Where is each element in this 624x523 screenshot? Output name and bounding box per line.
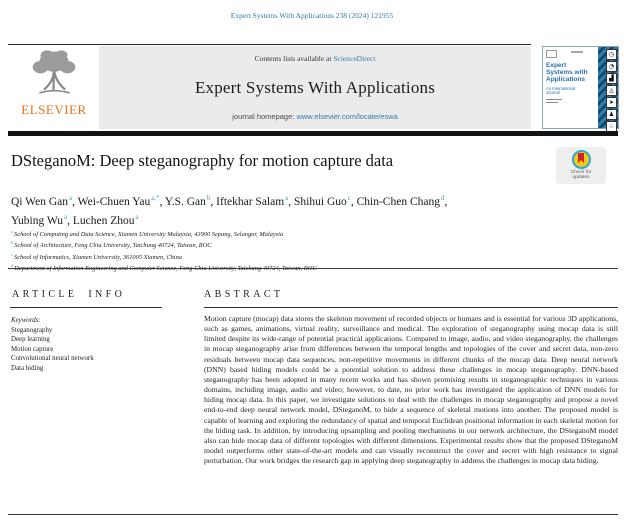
cover-icon-column xyxy=(606,49,617,132)
affiliation-text: School of Architecture, Feng Chia University, Taichung 40724, Taiwan, ROC xyxy=(14,242,212,250)
keywords-block xyxy=(11,316,94,374)
journal-banner xyxy=(99,46,531,129)
cover-journal-title: Expert Systems with Applications xyxy=(546,62,588,83)
check-for-updates-badge[interactable] xyxy=(556,147,606,184)
bar-chart-icon: ▟ xyxy=(606,73,617,84)
elsevier-wordmark: ELSEVIER xyxy=(21,102,87,117)
author-separator: , xyxy=(288,195,295,208)
author-affiliation-sup: a xyxy=(135,213,139,222)
pointer-icon: ➤ xyxy=(606,97,617,108)
check-for-updates-label: Check for updates xyxy=(570,170,592,181)
affiliation-item xyxy=(11,251,316,262)
author-affiliation-sup: a xyxy=(285,194,289,202)
affiliation-sup: a xyxy=(11,229,14,234)
clock-icon: ◷ xyxy=(606,49,617,60)
cover-editor-text-placeholder xyxy=(546,99,598,104)
divider-article-info xyxy=(10,307,162,308)
author-separator: , xyxy=(444,195,448,208)
affiliation-sup: c xyxy=(11,251,14,257)
article-info-heading: ARTICLE INFO xyxy=(12,289,126,300)
divider-thick-bar xyxy=(8,131,618,136)
author-name: Yubing Wu xyxy=(11,215,64,228)
affiliation-text: School of Computing and Data Science, Xiamen University Malaysia, 43900 Sepang, Selangor, Malaysia xyxy=(14,231,284,239)
author-name: Wei-Chuen Yau xyxy=(77,195,151,208)
keyword-item: Steganography xyxy=(11,326,53,334)
cover-text-block xyxy=(546,50,598,105)
bookmark-icon xyxy=(578,153,584,163)
author-name: Iftekhar Salam xyxy=(216,195,285,208)
affiliation-list xyxy=(11,228,316,274)
affiliation-sup: d xyxy=(11,263,14,269)
keyword-item: Data hiding xyxy=(11,364,44,372)
author-affiliation-sup: b xyxy=(206,194,211,202)
author-name: Shihui Guo xyxy=(294,195,347,208)
abstract-text: Motion capture (mocap) data stores the skeleton movement of recorded objects or humans and is essential for various 3D applications, such as games, animations, virtual reality, surveillance and medical. The exploration of steganography using mocap data is still limited despite its wide-range of potential practical applications. Compared to image, audio, and video steganography, the challenges in mocap steganography arise from differences between the temporal lengths and topologies of the cover and secret data, non-zero residuals between mocap data sequences, non-repetitive movements in different chunks of the mocap data. Deep neural network (DNN) based hiding models could be a potential solution to address these challenges in mocap steganography. DNN-based steganography has been adopted in many recent works and has shown promising results in steganographic techniques in various domains, including image, audio and video; however, to date, no prior work has investigated the application of DNN models for hiding mocap data. In this paper, we investigate solutions to deal with the challenges in mocap steganography and propose a novel end-to-end deep neural network model, DSteganoM, to hide a sequence of skeletal motions into another. The proposed model is capable of learning and exploring the redundancy of spatial and temporal Euclidean positional information in each skeletal motion for the hiding task. In addition, by introducing upsampling and pooling mechanisms in our network architecture, the DSteganoM model also can hide mocap data of different topologies with different dimensions. Experimental results show that the proposed DSteganoM model outperforms other state-of-the-art models and can visually reconstruct the cover and secret with high resistance to signal perturbation. Our work bridges the research gap in applying deep steganography to address the challenges in mocap data hiding. xyxy=(204,314,618,466)
author-line-1 xyxy=(11,191,447,210)
author-separator: , xyxy=(72,195,78,208)
author-separator: , xyxy=(67,215,73,228)
robot-icon: ♘ xyxy=(606,121,617,132)
cover-journal-subtitle: An International Journal xyxy=(546,85,576,96)
elsevier-logo xyxy=(11,48,97,128)
sciencedirect-link[interactable]: ScienceDirect xyxy=(333,54,376,63)
person-icon: ♟ xyxy=(606,109,617,120)
author-list xyxy=(11,191,447,230)
divider-top xyxy=(8,44,531,45)
divider-bottom xyxy=(8,514,618,515)
author-separator: , xyxy=(159,195,165,208)
author-separator: , xyxy=(210,195,217,208)
author-affiliation-sup: c xyxy=(347,194,351,202)
author-affiliation-sup: d xyxy=(440,194,445,202)
abstract-heading: ABSTRACT xyxy=(204,289,284,300)
pie-chart-icon: ◔ xyxy=(606,61,617,72)
divider-under-affiliations xyxy=(8,268,618,269)
author-affiliation-sup: a xyxy=(69,194,73,202)
author-line-2 xyxy=(11,210,447,229)
cover-publisher-marks xyxy=(546,50,598,58)
journal-cover-thumbnail xyxy=(542,46,619,129)
scales-icon: ◬ xyxy=(606,85,617,96)
keyword-item: Deep learning xyxy=(11,336,50,344)
affiliation-item xyxy=(11,239,316,250)
homepage-line xyxy=(232,112,398,121)
author-name: Y.S. Gan xyxy=(164,195,206,208)
keyword-item: Motion capture xyxy=(11,345,54,353)
affiliation-text: School of Informatics, Xiamen University, 361005 Xiamen, China xyxy=(14,253,182,261)
affiliation-sup: b xyxy=(11,240,14,246)
keyword-item: Convolutional neural network xyxy=(11,355,94,363)
cover-issue-mark xyxy=(571,51,583,53)
author-name: Luchen Zhou xyxy=(72,215,135,228)
journal-title: Expert Systems With Applications xyxy=(194,77,436,97)
article-title: DSteganoM: Deep steganography for motion capture data xyxy=(11,151,394,170)
homepage-prefix: journal homepage: xyxy=(232,112,297,121)
contents-prefix: Contents lists available at xyxy=(254,54,334,63)
affiliation-item xyxy=(11,228,316,239)
author-separator: , xyxy=(350,195,357,208)
elsevier-tree-icon xyxy=(26,48,82,102)
homepage-link[interactable]: www.elsevier.com/locate/eswa xyxy=(296,112,398,121)
author-affiliation-sup: a,* xyxy=(151,194,160,202)
divider-abstract xyxy=(204,307,618,308)
running-head-citation: Expert Systems With Applications 238 (2024) 121955 xyxy=(230,11,394,20)
contents-line xyxy=(255,54,376,63)
keywords-label: Keywords: xyxy=(11,317,41,324)
cover-logo-mark xyxy=(546,50,557,58)
author-name: Qi Wen Gan xyxy=(11,195,68,208)
author-name: Chin-Chen Chang xyxy=(356,195,440,208)
author-affiliation-sup: a xyxy=(64,213,68,222)
crossmark-icon xyxy=(572,150,591,169)
